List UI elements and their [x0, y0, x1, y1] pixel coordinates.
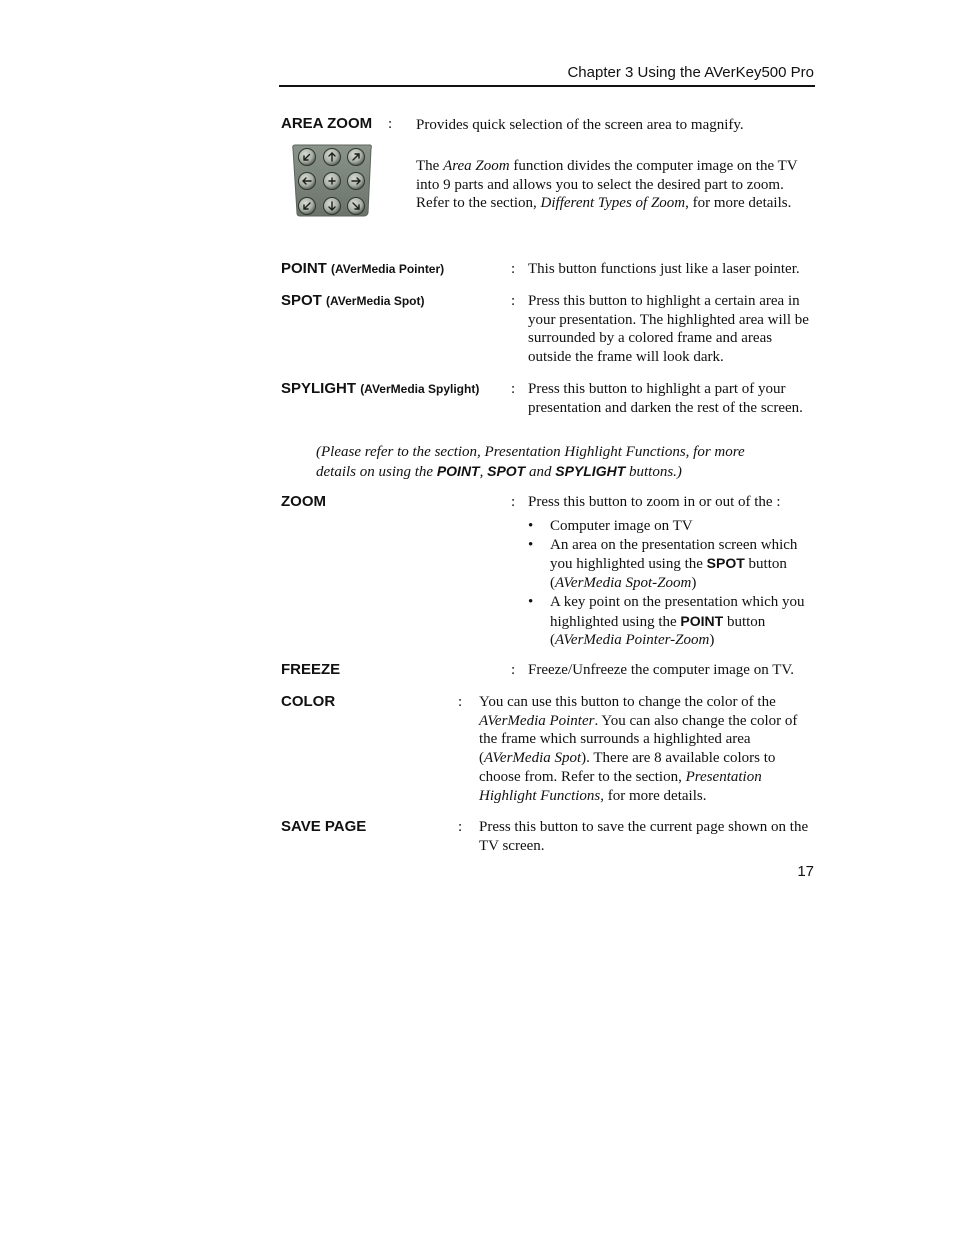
page-number: 17: [797, 863, 814, 880]
freeze-term: FREEZE: [281, 661, 341, 678]
color-description: You can use this button to change the color of the AVerMedia Pointer. You can also change the color of the frame which surrounds a highlighted area (AVerMedia Spot). There are 8 available colors to choose from. Refer to the section, Presentation Highlight Functions, for more details.: [479, 694, 798, 804]
spot-description: Press this button to highlight a certain area in your presentation. The highlighted area will be surrounded by a colored frame and areas outside the frame will look dark.: [528, 293, 809, 366]
color-term: COLOR: [281, 693, 336, 710]
freeze-colon: :: [511, 662, 516, 678]
arrow-down-left-icon: [299, 198, 316, 215]
zoom-colon: :: [511, 494, 516, 510]
point-term: POINT (AVerMedia Pointer): [281, 260, 445, 277]
spot-term: SPOT (AVerMedia Spot): [281, 292, 425, 309]
area-zoom-term: AREA ZOOM: [281, 115, 373, 132]
list-item: • A key point on the presentation which you highlighted using the POINT button (AVerMedia Pointer-Zoom): [528, 593, 816, 650]
point-colon: :: [511, 261, 516, 277]
arrow-up-icon: [324, 149, 341, 166]
center-icon: [324, 173, 341, 190]
keypad-icon: [292, 143, 372, 217]
arrow-down-icon: [324, 198, 341, 215]
arrow-up-right-icon: [348, 149, 365, 166]
freeze-description: Freeze/Unfreeze the computer image on TV.: [528, 662, 795, 678]
header-rule: [279, 85, 815, 87]
save-page-colon: :: [458, 819, 463, 835]
spot-colon: :: [511, 293, 516, 309]
spylight-description: Press this button to highlight a part of your presentation and darken the rest of the screen.: [528, 381, 803, 416]
zoom-term: ZOOM: [281, 493, 326, 510]
area-zoom-summary: Provides quick selection of the screen area to magnify.: [416, 117, 744, 133]
list-item: • Computer image on TV: [528, 517, 816, 536]
arrow-down-right-icon: [348, 198, 365, 215]
arrow-left-icon: [299, 173, 316, 190]
area-zoom-colon: :: [388, 116, 393, 132]
zoom-bullet-list: [528, 517, 816, 650]
arrow-right-icon: [348, 173, 365, 190]
save-page-term: SAVE PAGE: [281, 818, 367, 835]
list-item: • An area on the presentation screen which you highlighted using the SPOT button (AVerMedia Spot-Zoom): [528, 536, 816, 593]
zoom-description: Press this button to zoom in or out of the :: [528, 494, 781, 510]
spylight-term: SPYLIGHT (AVerMedia Spylight): [281, 380, 480, 397]
highlight-reference-note: (Please refer to the section, Presentation Highlight Functions, for more details on using the POINT, SPOT and SPYLIGHT buttons.): [316, 444, 745, 480]
spylight-colon: :: [511, 381, 516, 397]
running-header: Chapter 3 Using the AVerKey500 Pro: [567, 64, 814, 81]
area-zoom-keypad-image: [292, 143, 372, 217]
color-colon: :: [458, 694, 463, 710]
point-description: This button functions just like a laser pointer.: [528, 261, 800, 277]
save-page-description: Press this button to save the current page shown on the TV screen.: [479, 819, 809, 854]
arrow-up-left-icon: [299, 149, 316, 166]
area-zoom-description: The Area Zoom function divides the computer image on the TV into 9 parts and allows you to select the desired part to zoom. Refer to the section, Different Types of Zoom, for more details.: [416, 158, 798, 212]
